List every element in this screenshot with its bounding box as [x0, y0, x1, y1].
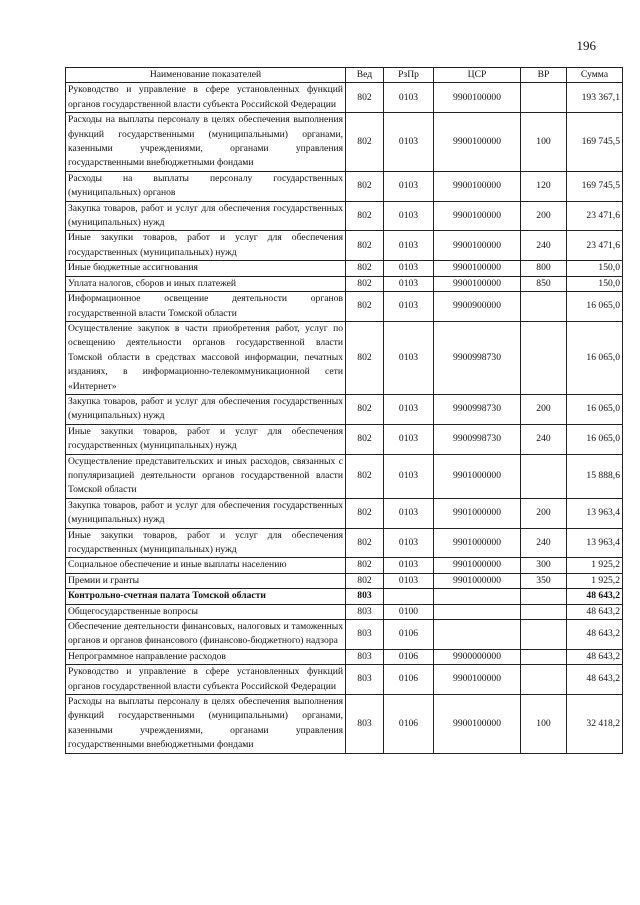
cell-ved: 802 [346, 231, 384, 261]
cell-vr: 350 [521, 573, 567, 588]
cell-sum: 23 471,6 [567, 201, 623, 231]
table-header-row [66, 68, 623, 83]
cell-name: Расходы на выплаты персоналу в целях обеспечения выполнения функций государственными (муниципальными) органами, казенными учреждениями, органами управления государственными внебюджетными фондами [66, 113, 346, 172]
cell-csr: 9900100000 [434, 83, 521, 113]
cell-vr [521, 83, 567, 113]
cell-ved: 802 [346, 321, 384, 394]
cell-name: Расходы на выплаты персоналу в целях обеспечения выполнения функций государственными (муниципальными) органами, казенными учреждениями, органами управления государственными внебюджетными фондами [66, 695, 346, 754]
cell-sum: 193 367,1 [567, 83, 623, 113]
cell-name: Непрограммное направление расходов [66, 649, 346, 664]
table-row [66, 321, 623, 394]
table-row [66, 394, 623, 424]
cell-vr: 200 [521, 498, 567, 528]
cell-csr: 9901000000 [434, 498, 521, 528]
cell-rzpr: 0103 [384, 83, 434, 113]
cell-rzpr: 0103 [384, 113, 434, 172]
table-row [66, 292, 623, 322]
table-row [66, 261, 623, 276]
cell-vr [521, 589, 567, 604]
cell-ved: 803 [346, 695, 384, 754]
cell-rzpr: 0103 [384, 276, 434, 291]
table-body [66, 83, 623, 753]
header-sum: Сумма [567, 68, 623, 83]
cell-rzpr: 0103 [384, 528, 434, 558]
cell-sum: 23 471,6 [567, 231, 623, 261]
cell-ved: 802 [346, 424, 384, 454]
cell-rzpr: 0103 [384, 201, 434, 231]
cell-sum: 16 065,0 [567, 424, 623, 454]
table-row [66, 454, 623, 498]
cell-ved: 802 [346, 454, 384, 498]
cell-name: Социальное обеспечение и иные выплаты населению [66, 558, 346, 573]
cell-name: Осуществление закупок в части приобретения работ, услуг по освещению деятельности органов государственной власти Томской области в средствах массовой информации, печатных изданиях, в информационно-телекоммуникационной сети «Интернет» [66, 321, 346, 394]
cell-rzpr: 0103 [384, 573, 434, 588]
cell-csr: 9900900000 [434, 292, 521, 322]
cell-ved: 802 [346, 276, 384, 291]
cell-rzpr: 0103 [384, 261, 434, 276]
cell-csr: 9900100000 [434, 231, 521, 261]
cell-vr: 240 [521, 424, 567, 454]
cell-rzpr: 0103 [384, 292, 434, 322]
cell-ved: 802 [346, 201, 384, 231]
cell-name: Уплата налогов, сборов и иных платежей [66, 276, 346, 291]
cell-rzpr: 0103 [384, 394, 434, 424]
cell-name: Закупка товаров, работ и услуг для обеспечения государственных (муниципальных) нужд [66, 201, 346, 231]
table-row [66, 665, 623, 695]
cell-vr: 100 [521, 113, 567, 172]
cell-csr: 9901000000 [434, 528, 521, 558]
cell-ved: 802 [346, 292, 384, 322]
table-row [66, 113, 623, 172]
cell-csr: 9901000000 [434, 558, 521, 573]
table-row [66, 201, 623, 231]
cell-name: Премии и гранты [66, 573, 346, 588]
cell-name: Руководство и управление в сфере установленных функций органов государственной власти субъекта Российской Федерации [66, 665, 346, 695]
cell-sum: 48 643,2 [567, 649, 623, 664]
cell-csr: 9900998730 [434, 424, 521, 454]
cell-rzpr: 0106 [384, 620, 434, 650]
cell-name: Иные закупки товаров, работ и услуг для обеспечения государственных (муниципальных) нужд [66, 528, 346, 558]
cell-csr [434, 604, 521, 619]
cell-csr: 9900100000 [434, 695, 521, 754]
table-row [66, 83, 623, 113]
cell-csr: 9901000000 [434, 454, 521, 498]
cell-ved: 802 [346, 528, 384, 558]
cell-ved: 802 [346, 113, 384, 172]
cell-name: Закупка товаров, работ и услуг для обеспечения государственных (муниципальных) нужд [66, 394, 346, 424]
cell-vr: 200 [521, 201, 567, 231]
budget-table [65, 67, 623, 754]
cell-sum: 169 745,5 [567, 171, 623, 201]
cell-ved: 803 [346, 604, 384, 619]
table-row [66, 424, 623, 454]
cell-name: Иные закупки товаров, работ и услуг для обеспечения государственных (муниципальных) нужд [66, 424, 346, 454]
cell-vr [521, 649, 567, 664]
cell-vr: 200 [521, 394, 567, 424]
cell-vr: 800 [521, 261, 567, 276]
cell-sum: 32 418,2 [567, 695, 623, 754]
cell-sum: 1 925,2 [567, 573, 623, 588]
cell-sum: 48 643,2 [567, 620, 623, 650]
page-number: 196 [576, 38, 596, 53]
cell-vr: 240 [521, 528, 567, 558]
cell-name: Иные закупки товаров, работ и услуг для обеспечения государственных (муниципальных) нужд [66, 231, 346, 261]
cell-sum: 48 643,2 [567, 665, 623, 695]
cell-name: Иные бюджетные ассигнования [66, 261, 346, 276]
cell-ved: 803 [346, 589, 384, 604]
cell-csr: 9900100000 [434, 113, 521, 172]
cell-sum: 1 925,2 [567, 558, 623, 573]
header-rzpr: РзПр [384, 68, 434, 83]
cell-csr: 9900100000 [434, 276, 521, 291]
cell-vr [521, 620, 567, 650]
cell-name: Обеспечение деятельности финансовых, налоговых и таможенных органов и органов финансового (финансово-бюджетного) надзора [66, 620, 346, 650]
table-row [66, 528, 623, 558]
cell-csr: 9900100000 [434, 201, 521, 231]
cell-csr: 9900998730 [434, 394, 521, 424]
table-row [66, 171, 623, 201]
cell-ved: 802 [346, 261, 384, 276]
cell-sum: 48 643,2 [567, 604, 623, 619]
cell-rzpr: 0103 [384, 231, 434, 261]
cell-vr [521, 665, 567, 695]
cell-csr: 9900100000 [434, 171, 521, 201]
cell-ved: 802 [346, 558, 384, 573]
cell-name: Закупка товаров, работ и услуг для обеспечения государственных (муниципальных) нужд [66, 498, 346, 528]
cell-vr: 120 [521, 171, 567, 201]
cell-ved: 802 [346, 573, 384, 588]
cell-rzpr [384, 589, 434, 604]
table-row [66, 276, 623, 291]
cell-name: Расходы на выплаты персоналу государственных (муниципальных) органов [66, 171, 346, 201]
cell-csr [434, 589, 521, 604]
cell-sum: 16 065,0 [567, 394, 623, 424]
cell-sum: 13 963,4 [567, 528, 623, 558]
cell-csr: 9900100000 [434, 261, 521, 276]
cell-sum: 16 065,0 [567, 292, 623, 322]
cell-rzpr: 0103 [384, 171, 434, 201]
cell-sum: 169 745,5 [567, 113, 623, 172]
cell-csr: 9900000000 [434, 649, 521, 664]
header-vr: ВР [521, 68, 567, 83]
cell-rzpr: 0106 [384, 665, 434, 695]
cell-sum: 150,0 [567, 276, 623, 291]
cell-rzpr: 0103 [384, 498, 434, 528]
cell-ved: 802 [346, 171, 384, 201]
cell-rzpr: 0103 [384, 454, 434, 498]
table-row [66, 649, 623, 664]
cell-rzpr: 0103 [384, 558, 434, 573]
cell-sum: 15 888,6 [567, 454, 623, 498]
table-row [66, 231, 623, 261]
cell-name: Контрольно-счетная палата Томской области [66, 589, 346, 604]
cell-ved: 802 [346, 394, 384, 424]
cell-rzpr: 0100 [384, 604, 434, 619]
cell-sum: 16 065,0 [567, 321, 623, 394]
cell-sum: 48 643,2 [567, 589, 623, 604]
table-row [66, 498, 623, 528]
cell-sum: 13 963,4 [567, 498, 623, 528]
table-row [66, 695, 623, 754]
header-csr: ЦСР [434, 68, 521, 83]
table-row [66, 558, 623, 573]
cell-ved: 803 [346, 649, 384, 664]
cell-name: Общегосударственные вопросы [66, 604, 346, 619]
table-row [66, 573, 623, 588]
cell-vr [521, 321, 567, 394]
cell-rzpr: 0106 [384, 695, 434, 754]
cell-vr [521, 292, 567, 322]
cell-rzpr: 0103 [384, 424, 434, 454]
cell-vr [521, 604, 567, 619]
cell-rzpr: 0106 [384, 649, 434, 664]
cell-csr: 9900998730 [434, 321, 521, 394]
cell-csr [434, 620, 521, 650]
header-name: Наименование показателей [66, 68, 346, 83]
table-row [66, 604, 623, 619]
cell-ved: 802 [346, 498, 384, 528]
cell-name: Информационное освещение деятельности органов государственной власти Томской области [66, 292, 346, 322]
cell-name: Руководство и управление в сфере установленных функций органов государственной власти субъекта Российской Федерации [66, 83, 346, 113]
cell-ved: 802 [346, 83, 384, 113]
table-row [66, 589, 623, 604]
cell-name: Осуществление представительских и иных расходов, связанных с популяризацией деятельности органов государственной власти Томской области [66, 454, 346, 498]
cell-vr: 850 [521, 276, 567, 291]
cell-vr: 300 [521, 558, 567, 573]
cell-csr: 9901000000 [434, 573, 521, 588]
cell-vr: 240 [521, 231, 567, 261]
table-row [66, 620, 623, 650]
cell-ved: 803 [346, 620, 384, 650]
cell-rzpr: 0103 [384, 321, 434, 394]
cell-ved: 803 [346, 665, 384, 695]
cell-vr [521, 454, 567, 498]
cell-sum: 150,0 [567, 261, 623, 276]
cell-vr: 100 [521, 695, 567, 754]
header-ved: Вед [346, 68, 384, 83]
cell-csr: 9900100000 [434, 665, 521, 695]
